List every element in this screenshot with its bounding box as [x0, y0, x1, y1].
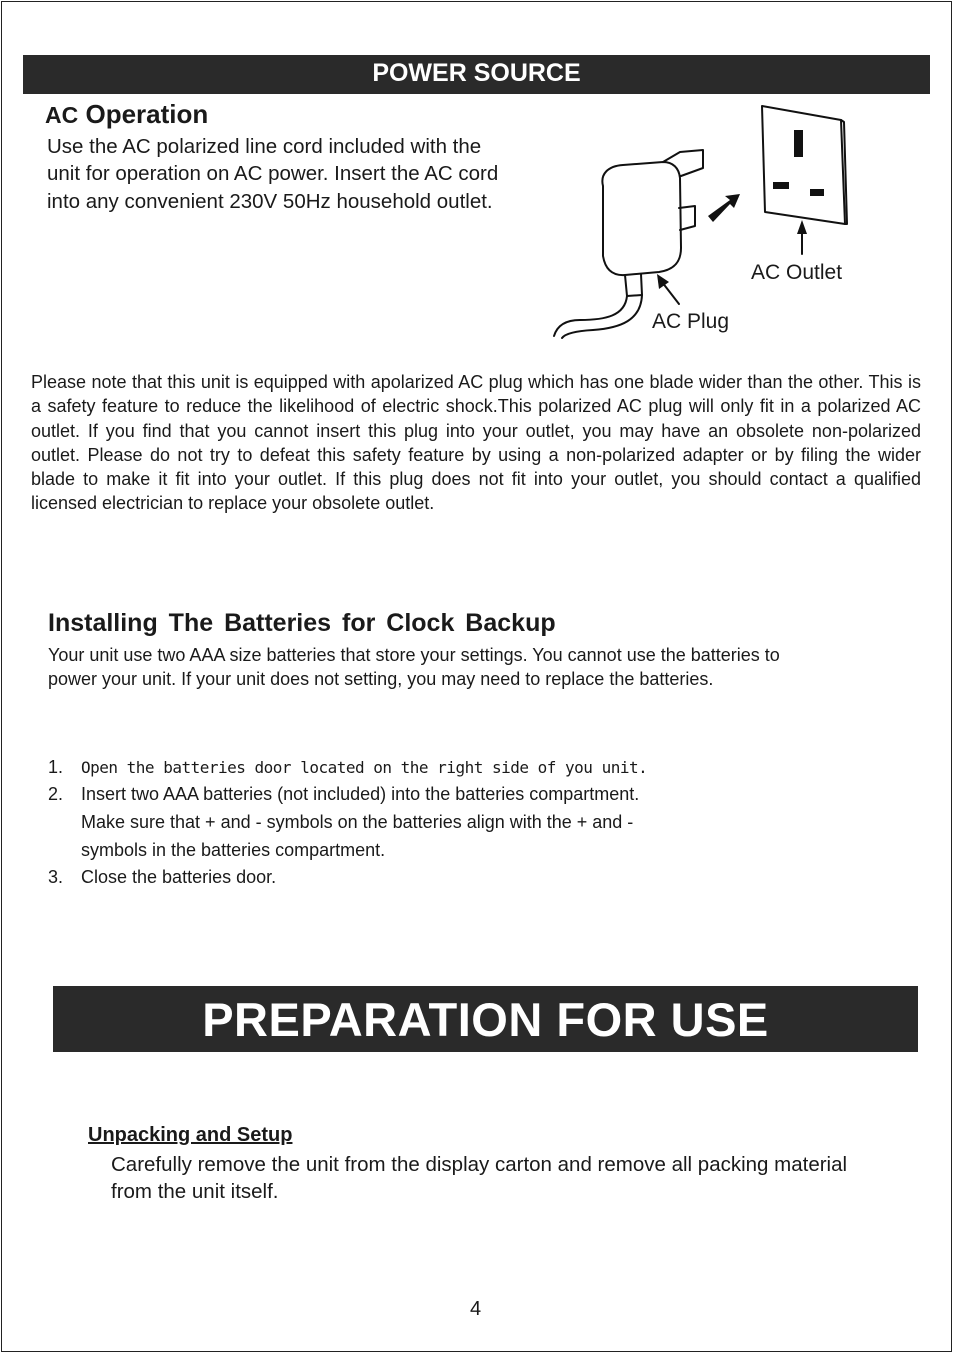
ac-outlet-shape	[762, 106, 845, 224]
unpacking-heading: Unpacking and Setup	[88, 1124, 293, 1146]
ac-heading-prefix: AC	[45, 102, 79, 128]
batteries-intro: Your unit use two AAA size batteries that store your settings. You cannot use the batteries to power your unit. If your unit does not setting, you may need to replace the batteries.	[48, 645, 780, 689]
ac-operation-text: Use the AC polarized line cord included with the unit for operation on AC power. Insert the AC cord into any convenient 230V 50Hz household outlet.	[47, 135, 499, 213]
power-source-banner: POWER SOURCE	[23, 55, 930, 94]
step-text: Insert two AAA batteries (not included) into the batteries compartment.	[81, 784, 640, 804]
batteries-heading: Installing The Batteries for Clock Backup	[48, 609, 556, 637]
ac-plug-label: AC Plug	[652, 310, 730, 333]
battery-step-3	[48, 863, 276, 891]
battery-step-1	[48, 753, 647, 782]
step-text-continued: symbols in the batteries compartment.	[81, 840, 386, 860]
unpacking-text: Carefully remove the unit from the display carton and remove all packing material from the unit itself.	[111, 1153, 848, 1203]
preparation-banner: PREPARATION FOR USE	[53, 986, 918, 1052]
step-text-continued: Make sure that + and - symbols on the batteries align with the + and -	[81, 812, 634, 832]
ac-heading-label: Operation	[85, 99, 209, 129]
ac-operation-heading	[45, 99, 208, 130]
step-number: 3.	[48, 867, 64, 887]
battery-step-2	[48, 780, 639, 864]
polarized-plug-note: Please note that this unit is equipped with apolarized AC plug which has one blade wider than the other. This is a safety feature to reduce the likelihood of electric shock.This polarized AC plug will only fit in a polarized AC outlet. If you find that you cannot insert this plug into your outlet, you may have an obsolete non-polarized outlet. Please do not try to defeat this safety feature by using a non-polarized adapter or by filing the wider blade to make it fit into your outlet. If this plug does not fit into your outlet, you should contact a qualified licensed electrician to replace your obsolete outlet.	[31, 372, 921, 514]
step-text: Close the batteries door.	[81, 867, 277, 887]
step-text: Open the batteries door located on the right side of you unit.	[81, 758, 648, 777]
step-number: 1.	[48, 757, 64, 777]
page-number: 4	[470, 1298, 482, 1320]
step-number: 2.	[48, 784, 64, 804]
ac-outlet-label: AC Outlet	[751, 261, 843, 284]
ac-plug-shape	[602, 162, 681, 275]
